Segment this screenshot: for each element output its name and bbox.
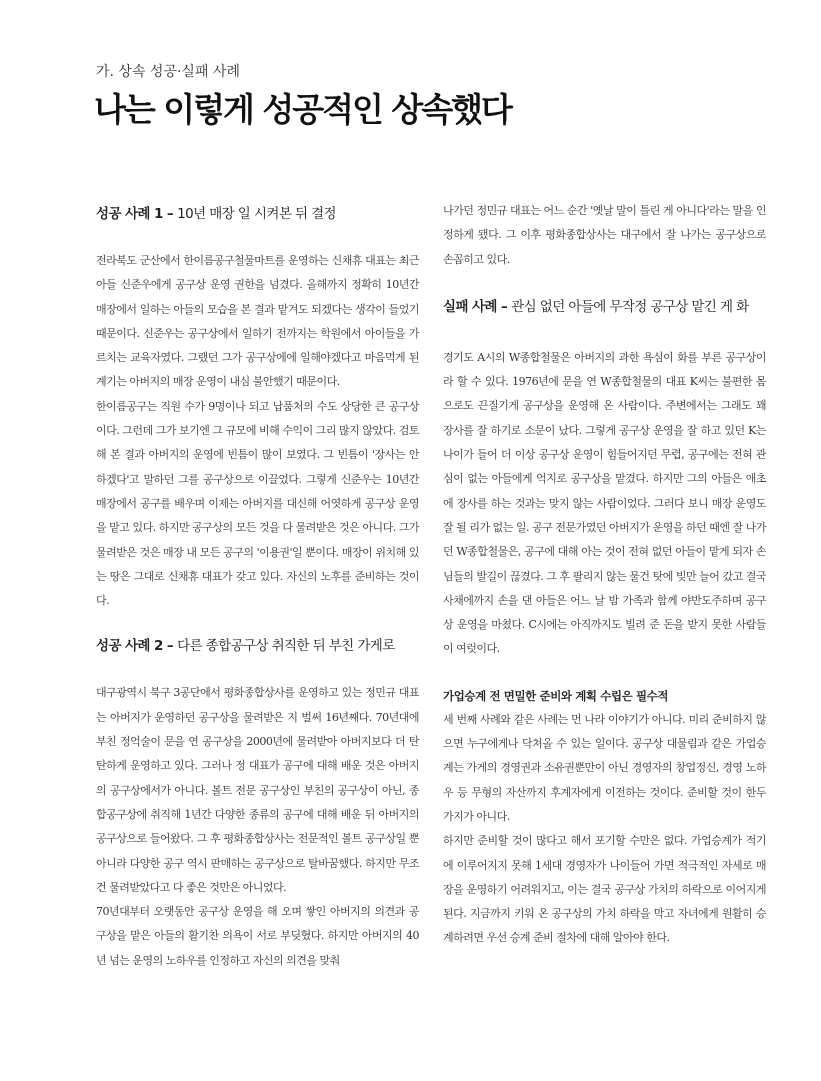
right-column: [443, 199, 766, 951]
left-column: [96, 199, 419, 973]
failure-case-title: 관심 없던 아들에 무작정 공구상 맡긴 게 화: [511, 298, 749, 315]
succession-heading: 가업승계 전 면밀한 준비와 계획 수립은 필수적: [443, 688, 669, 703]
case1-tag: 성공 사례 1: [96, 206, 163, 222]
page-headline: 나는 이렇게 성공적인 상속했다: [94, 90, 511, 129]
case1-paragraph-2: 한이름공구는 직원 수가 9명이나 되고 납품처의 수도 상당한 큰 공구상이다. 그런데 그가 보기엔 그 규모에 비해 수익이 그리 많지 않았다. 검토해 본 결과 아버지의 운영에 빈틈이 많이 보였다. 그 빈틈이 '장사는 안 하겠다'고 말하던 그를 공구상으로 이끌었다. 그렇게 신준우는 10년간 매장에서 공구를 배우며 이제는 아버지를 대신해 어엿하게 공구상 운영을 맡고 있다. 하지만 공구상의 모든 것을 다 물려받은 것은 아니다. 그가 물려받은 것은 매장 내 모든 공구의 '이용권'일 뿐이다. 매장이 위치해 있는 땅은 그대로 신채휴 대표가 갖고 있다. 자신의 노후를 준비하는 것이다.: [96, 399, 419, 608]
succession-paragraph-2: 하지만 준비할 것이 많다고 해서 포기할 수만은 없다. 가업승계가 적기에 이루어지지 못해 1세대 경영자가 나이들어 가면 적극적인 자세로 매장을 운영하기 어려워지고, 이는 결국 공구상 가치의 하락으로 이어지게 된다. 지금까지 키워 온 공구상의 가치 하락을 막고 자녀에게 원활히 승계하려면 우선 승계 준비 절차에 대해 알아야 한다.: [443, 834, 766, 945]
case2-paragraph-2: 70년대부터 오랫동안 공구상 운영을 해 오며 쌓인 아버지의 의견과 공구상을 맡은 아들의 활기찬 의욕이 서로 부딪혔다. 하지만 아버지의 40년 넘는 운영의 노하우를 인정하고 자신의 의견을 맞춰: [96, 905, 419, 967]
case2-separator: –: [162, 638, 178, 655]
case1-heading: [96, 199, 419, 229]
case2-heading: [96, 631, 419, 661]
failure-case-separator: –: [496, 298, 512, 315]
case2-tag: 성공 사례 2: [96, 638, 163, 655]
case1-title: 10년 매장 일 시켜본 뒤 결정: [177, 206, 336, 222]
succession-paragraph-1: 세 번째 사례와 같은 사례는 먼 나라 이야기가 아니다. 미리 준비하지 않으면 누구에게나 닥쳐올 수 있는 일이다. 공구상 대물림과 같은 가업승계는 가게의 경영권과 소유권뿐만이 아닌 경영자의 창업정신, 경영 노하우 등 무형의 자산까지 후계자에게 이전하는 것이다. 준비할 것이 한두 가지가 아니다.: [443, 712, 766, 823]
section-kicker: 가. 상속 성공·실패 사례: [96, 64, 240, 80]
case1-separator: –: [162, 206, 178, 222]
case1-paragraph-1: 전라북도 군산에서 한이름공구철물마트를 운영하는 신채휴 대표는 최근 아들 신준우에게 공구상 운영 권한을 넘겼다. 올해까지 정확히 10년간 매장에서 일하는 아들의 모습을 본 결과 맡겨도 되겠다는 생각이 들었기 때문이다. 신준우는 공구상에서 일하기 전까지는 학원에서 아이들을 가르치는 교육자였다. 그랬던 그가 공구상에에 일해야겠다고 마음먹게 된 계기는 아버지의 매장 운영이 내심 불안했기 때문이다.: [96, 254, 419, 389]
failure-case-heading: [443, 292, 766, 322]
case2-paragraph-3: 나가던 정민규 대표는 어느 순간 '옛날 말이 틀린 게 아니다'라는 말을 인정하게 됐다. 그 이후 평화종합상사는 대구에서 잘 나가는 공구상으로 손꼽히고 있다.: [443, 204, 766, 266]
failure-case-tag: 실패 사례: [443, 298, 497, 315]
failure-case-paragraph: 경기도 A시의 W종합철물은 아버지의 과한 욕심이 화를 부른 공구상이라 할 수 있다. 1976년에 문을 연 W종합철물의 대표 K씨는 불편한 몸으로도 끈질기게 공구상을 운영해 온 사람이다. 주변에서는 그래도 꽤 장사를 잘 하기로 소문이 났다. 그렇게 공구상 운영을 잘 하고 있던 K는 나이가 들어 더 이상 공구상 운영이 힘들어지던 무렵, 공구에는 전혀 관심이 없는 아들에게 억지로 공구상을 맡겼다. 하지만 그의 아들은 애초에 장사를 하는 것과는 맞지 않는 사람이었다. 그러다 보니 매장 운영도 잘 될 리가 없는 일. 공구 전문가였던 아버지가 운영을 하던 때엔 잘 나가던 W종합철물은, 공구에 대해 아는 것이 전혀 없던 아들이 맡게 되자 손님들의 발길이 끊겼다. 그 후 팔리지 않는 물건 탓에 빚만 늘어 갔고 결국 사채에까지 손을 댄 아들은 어느 날 밤 가족과 함께 야반도주하며 공구상 운영을 마쳤다. C시에는 아직까지도 빌려 준 돈을 받지 못한 사람들이 여럿이다.: [443, 350, 766, 656]
case2-title: 다른 종합공구상 취직한 뒤 부친 가게로: [177, 638, 395, 655]
case2-paragraph-1: 대구광역시 북구 3공단에서 평화종합상사를 운영하고 있는 정민규 대표는 아버지가 운영하던 공구상을 물려받은 지 벌써 16년째다. 70년대에 부친 정억술이 문을 연 공구상을 2000년에 물려받아 아버지보다 더 탄탄하게 운영하고 있다. 그러나 정 대표가 공구에 대해 배운 것은 아버지의 공구상에서가 아니다. 볼트 전문 공구상인 부친의 공구상이 아닌, 종합공구상에 취직해 1년간 다양한 종류의 공구에 대해 배운 뒤 아버지의 공구상으로 들어왔다. 그 후 평화종합상사는 전문적인 볼트 공구상일 뿐 아니라 다양한 공구 역시 판매하는 공구상으로 탈바꿈했다. 하지만 무조건 물려받았다고 다 좋은 것만은 아니었다.: [96, 686, 419, 894]
